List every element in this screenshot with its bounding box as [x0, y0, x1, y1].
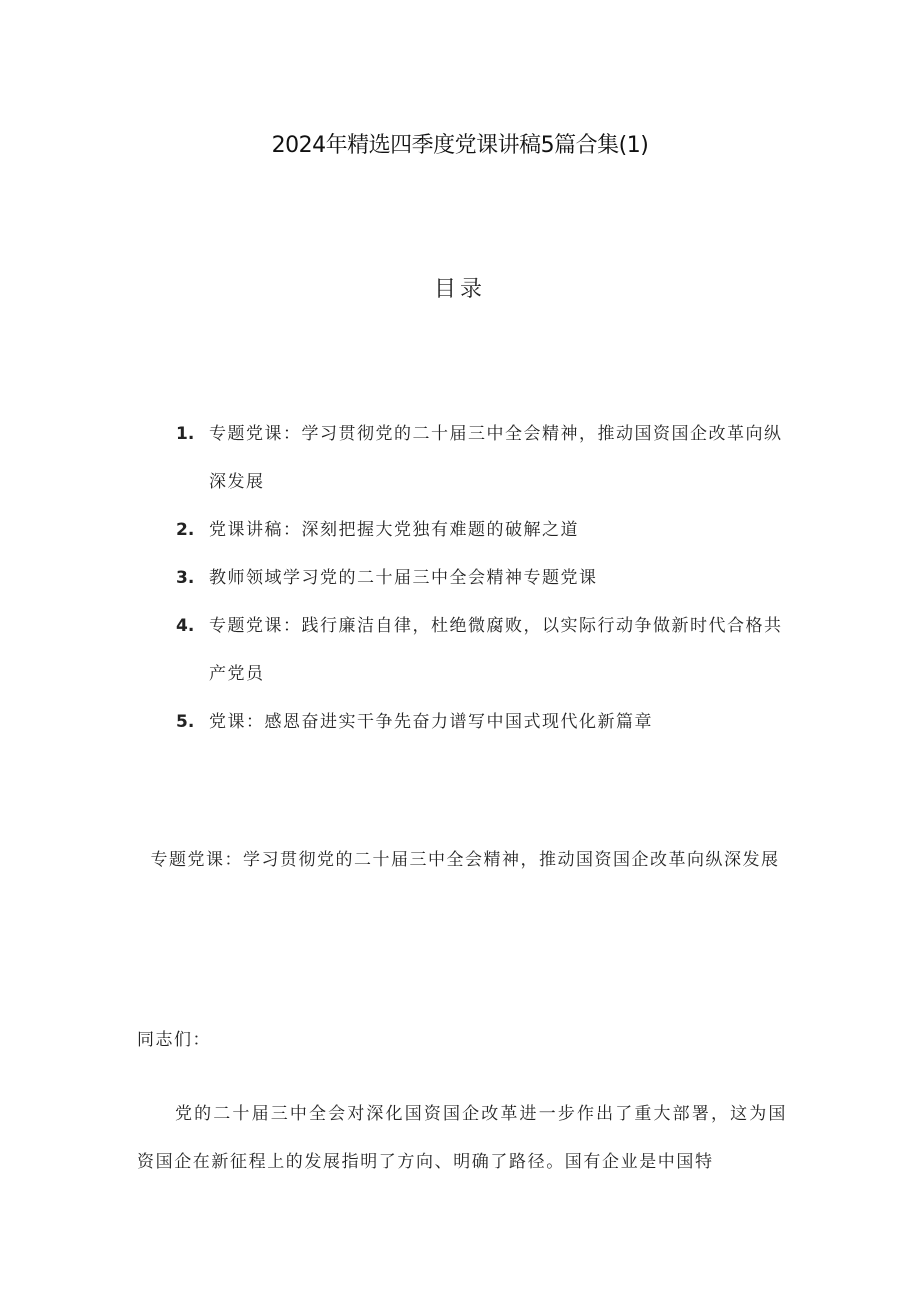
toc-item-2[interactable] [176, 506, 796, 554]
toc-item-text: 专题党课：学习贯彻党的二十届三中全会精神，推动国资国企改革向纵深发展 [209, 424, 783, 492]
toc-item-3[interactable] [176, 554, 796, 602]
toc-item-1[interactable] [176, 410, 796, 506]
toc-item-number: 2. [176, 520, 195, 540]
toc-item-text: 教师领域学习党的二十届三中全会精神专题党课 [209, 568, 598, 588]
greeting: 同志们： [137, 1030, 211, 1050]
toc-item-text: 党课讲稿：深刻把握大党独有难题的破解之道 [209, 520, 579, 540]
toc-item-text: 党课：感恩奋进实干争先奋力谱写中国式现代化新篇章 [209, 712, 653, 732]
toc-item-number: 3. [176, 568, 195, 588]
table-of-contents [176, 410, 796, 746]
toc-item-number: 5. [176, 712, 195, 732]
section-title: 专题党课：学习贯彻党的二十届三中全会精神，推动国资国企改革向纵深发展 [150, 850, 780, 870]
toc-item-number: 4. [176, 616, 195, 636]
toc-item-5[interactable] [176, 698, 796, 746]
toc-heading: 目录 [433, 277, 486, 302]
document-title: 2024年精选四季度党课讲稿5篇合集(1) [271, 133, 649, 158]
toc-item-number: 1. [176, 424, 195, 444]
toc-item-text: 专题党课：践行廉洁自律，杜绝微腐败，以实际行动争做新时代合格共产党员 [209, 616, 783, 684]
body-paragraph: 党的二十届三中全会对深化国资国企改革进一步作出了重大部署，这为国资国企在新征程上的发展指明了方向、明确了路径。国有企业是中国特 [137, 1104, 787, 1172]
toc-item-4[interactable] [176, 602, 796, 698]
